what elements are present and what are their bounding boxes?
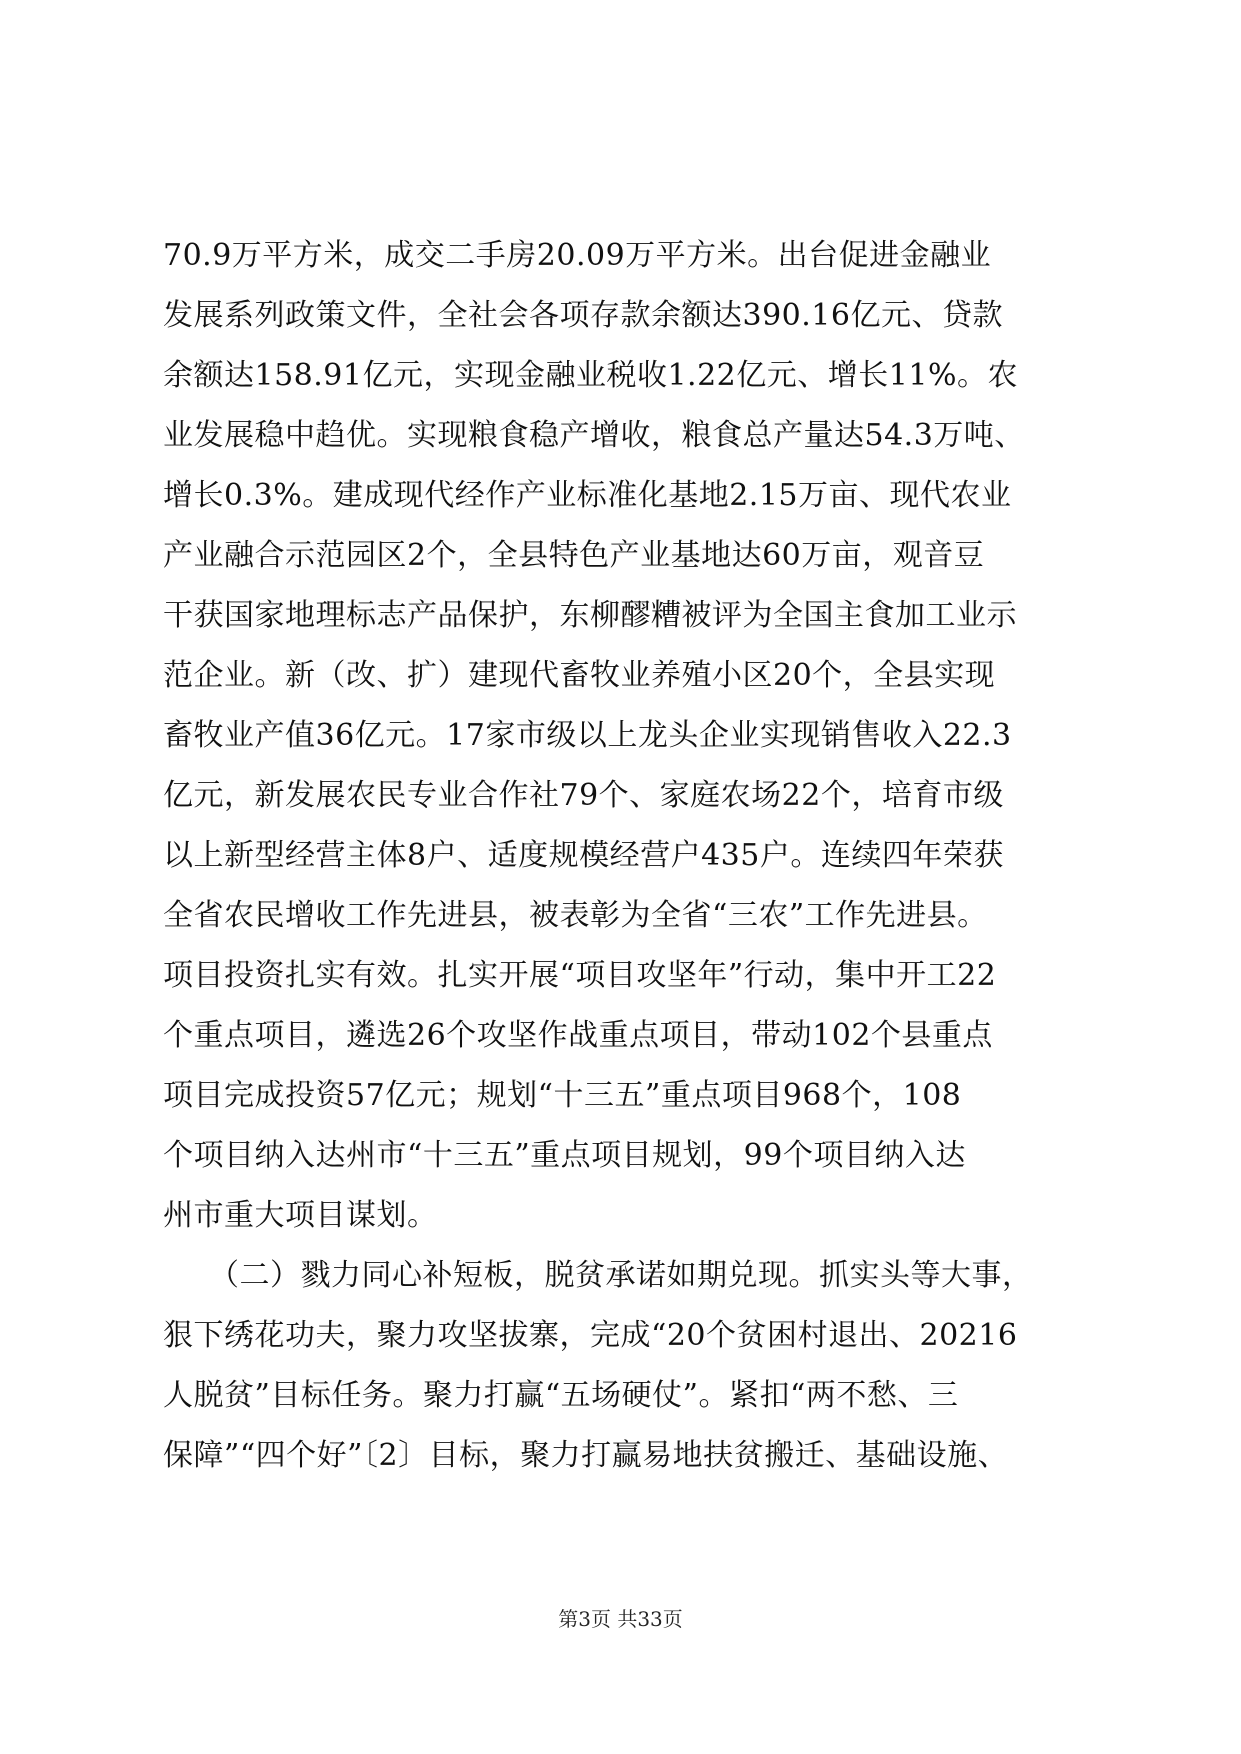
text-line: 项目完成投资57亿元；规划“十三五”重点项目968个，108 <box>163 1078 962 1113</box>
text-line: 业发展稳中趋优。实现粮食稳产增收，粮食总产量达54.3万吨、 <box>163 418 1025 453</box>
text-line: 畜牧业产值36亿元。17家市级以上龙头企业实现销售收入22.3 <box>163 718 1012 753</box>
text-line: 产业融合示范园区2个，全县特色产业基地达60万亩，观音豆 <box>163 538 985 573</box>
text-line: 范企业。新（改、扩）建现代畜牧业养殖小区20个，全县实现 <box>163 658 996 693</box>
text-line: 个项目纳入达州市“十三五”重点项目规划，99个项目纳入达 <box>163 1138 966 1173</box>
text-line: 个重点项目，遴选26个攻坚作战重点项目，带动102个县重点 <box>163 1018 993 1053</box>
text-line: 州市重大项目谋划。 <box>163 1198 438 1233</box>
text-line: 干获国家地理标志产品保护，东柳醪糟被评为全国主食加工业示 <box>163 598 1017 633</box>
text-line: 以上新型经营主体8户、适度规模经营户435户。连续四年荣获 <box>163 838 1004 873</box>
text-line: 余额达158.91亿元，实现金融业税收1.22亿元、增长11%。农 <box>163 358 1018 393</box>
text-line: 保障”“四个好”〔2〕目标，聚力打赢易地扶贫搬迁、基础设施、 <box>163 1438 1009 1473</box>
page-number-footer: 第3页 共33页 <box>558 1607 683 1631</box>
text-line: 全省农民增收工作先进县，被表彰为全省“三农”工作先进县。 <box>163 898 988 933</box>
text-line: 发展系列政策文件，全社会各项存款余额达390.16亿元、贷款 <box>163 298 1003 333</box>
text-line: 70.9万平方米，成交二手房20.09万平方米。出台促进金融业 <box>163 238 992 273</box>
text-line: 人脱贫”目标任务。聚力打赢“五场硬仗”。紧扣“两不愁、三 <box>163 1378 959 1413</box>
text-line: 狠下绣花功夫，聚力攻坚拔寨，完成“20个贫困村退出、20216 <box>163 1318 1018 1353</box>
text-line: （二）戮力同心补短板，脱贫承诺如期兑现。抓实头等大事， <box>163 1258 1033 1293</box>
text-line: 亿元，新发展农民专业合作社79个、家庭农场22个，培育市级 <box>163 778 1004 813</box>
text-line: 项目投资扎实有效。扎实开展“项目攻坚年”行动，集中开工22 <box>163 958 997 993</box>
body-text <box>163 226 1083 1486</box>
text-line: 增长0.3%。建成现代经作产业标准化基地2.15万亩、现代农业 <box>163 478 1012 513</box>
